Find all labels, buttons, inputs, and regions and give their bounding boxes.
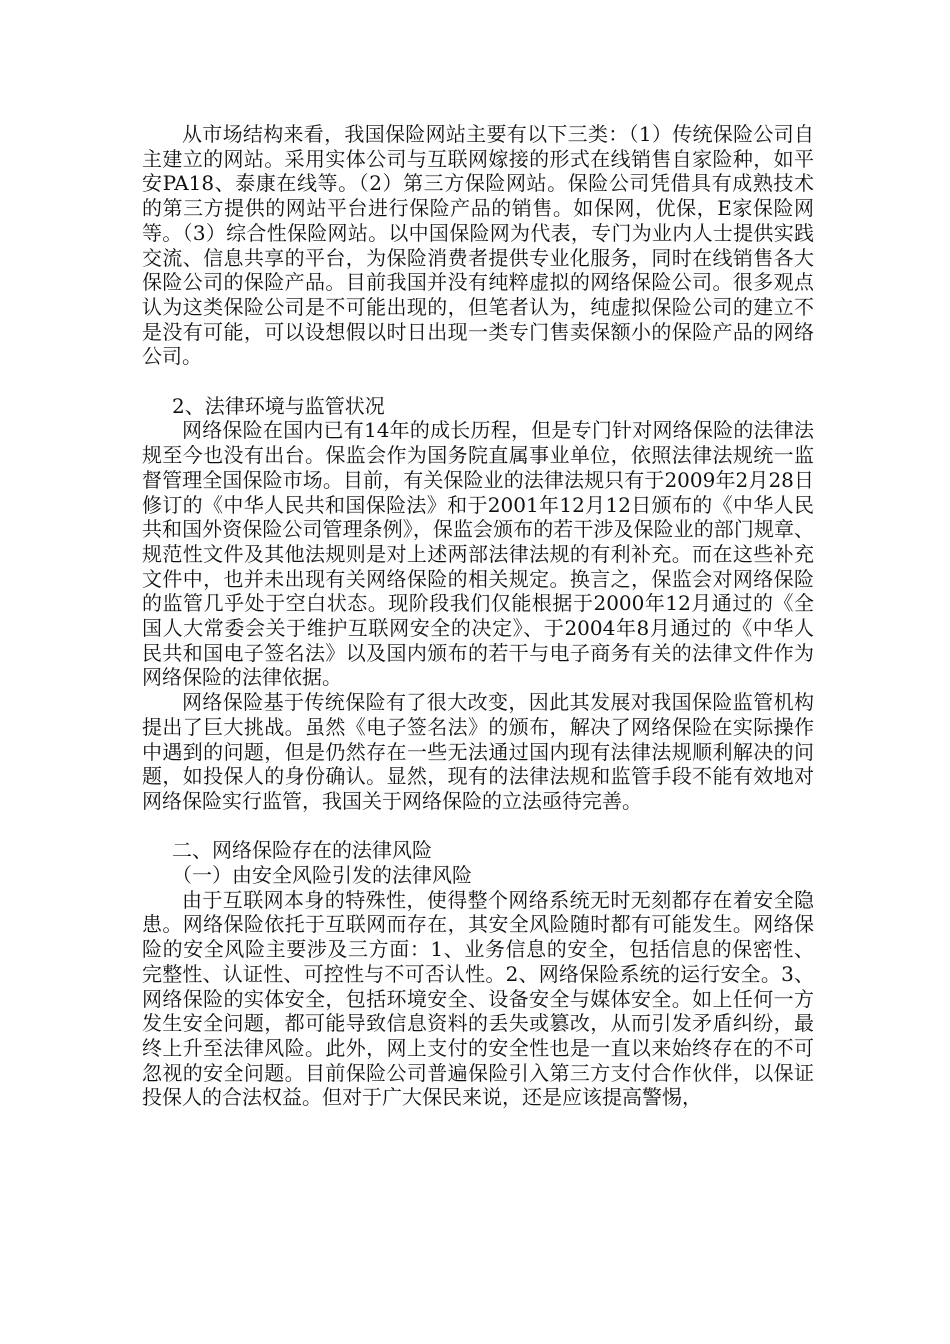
subheading-security-risk: （一）由安全风险引发的法律风险: [172, 863, 472, 888]
paragraph-gap: [142, 369, 814, 394]
paragraph-legal-framework: 网络保险在国内已有14年的成长历程，但是专门针对网络保险的法律法规至今也没有出台。保监会作为国务院直属事业单位，依照法律法规统一监督管理全国保险市场。目前，有关保险业的法律法规只有于2009年2月28日修订的《中华人民共和国保险法》和于2001年12月12日颁布的《中华人民共和国外资保险公司管理条例》，保监会颁布的若干涉及保险业的部门规章、规范性文件及其他法规则是对上述两部法律法规的有利补充。而在这些补充文件中，也并未出现有关网络保险的相关规定。换言之，保监会对网络保险的监管几乎处于空白状态。现阶段我们仅能根据于2000年12月通过的《全国人大常委会关于维护互联网安全的决定》、于2004年8月通过的《中华人民共和国电子签名法》以及国内颁布的若干与电子商务有关的法律文件作为网络保险的法律依据。: [142, 418, 814, 690]
paragraph-regulatory-challenge: 网络保险基于传统保险有了很大改变，因此其发展对我国保险监管机构提出了巨大挑战。虽然《电子签名法》的颁布，解决了网络保险在实际操作中遇到的问题，但是仍然存在一些无法通过国内现有法律法规顺利解决的问题，如投保人的身份确认。显然，现有的法律法规和监管手段不能有效地对网络保险实行监管，我国关于网络保险的立法亟待完善。: [142, 690, 814, 813]
paragraph-security-risk: 由于互联网本身的特殊性，使得整个网络系统无时无刻都存在着安全隐患。网络保险依托于互联网而存在，其安全风险随时都有可能发生。网络保险的安全风险主要涉及三方面：1、业务信息的安全，包括信息的保密性、完整性、认证性、可控性与不可否认性。2、网络保险系统的运行安全。3、网络保险的实体安全，包括环境安全、设备安全与媒体安全。如上任何一方发生安全问题，都可能导致信息资料的丢失或篡改，从而引发矛盾纠纷，最终上升至法律风险。此外，网上支付的安全性也是一直以来始终存在的不可忽视的安全问题。目前保险公司普遍保险引入第三方支付合作伙伴，以保证投保人的合法权益。但对于广大保民来说，还是应该提高警惕，: [142, 887, 814, 1110]
heading-legal-risks: 二、网络保险存在的法律风险: [172, 838, 432, 863]
paragraph-website-types: 从市场结构来看，我国保险网站主要有以下三类：（1）传统保险公司自主建立的网站。采用实体公司与互联网嫁接的形式在线销售自家险种，如平安PA18、泰康在线等。（2）第三方保险网站。保险公司凭借具有成熟技术的第三方提供的网站平台进行保险产品的销售。如保网，优保，E家保险网等。（3）综合性保险网站。以中国保险网为代表，专门为业内人士提供实践交流、信息共享的平台，为保险消费者提供专业化服务，同时在线销售各大保险公司的保险产品。目前我国并没有纯粹虚拟的网络保险公司。很多观点认为这类保险公司是不可能出现的，但笔者认为，纯虚拟保险公司的建立不是没有可能，可以设想假以时日出现一类专门售卖保额小的保险产品的网络公司。: [142, 122, 814, 369]
heading-legal-environment: 2、法律环境与监管状况: [172, 393, 385, 418]
paragraph-gap: [142, 814, 814, 839]
document-body: [142, 122, 814, 1110]
